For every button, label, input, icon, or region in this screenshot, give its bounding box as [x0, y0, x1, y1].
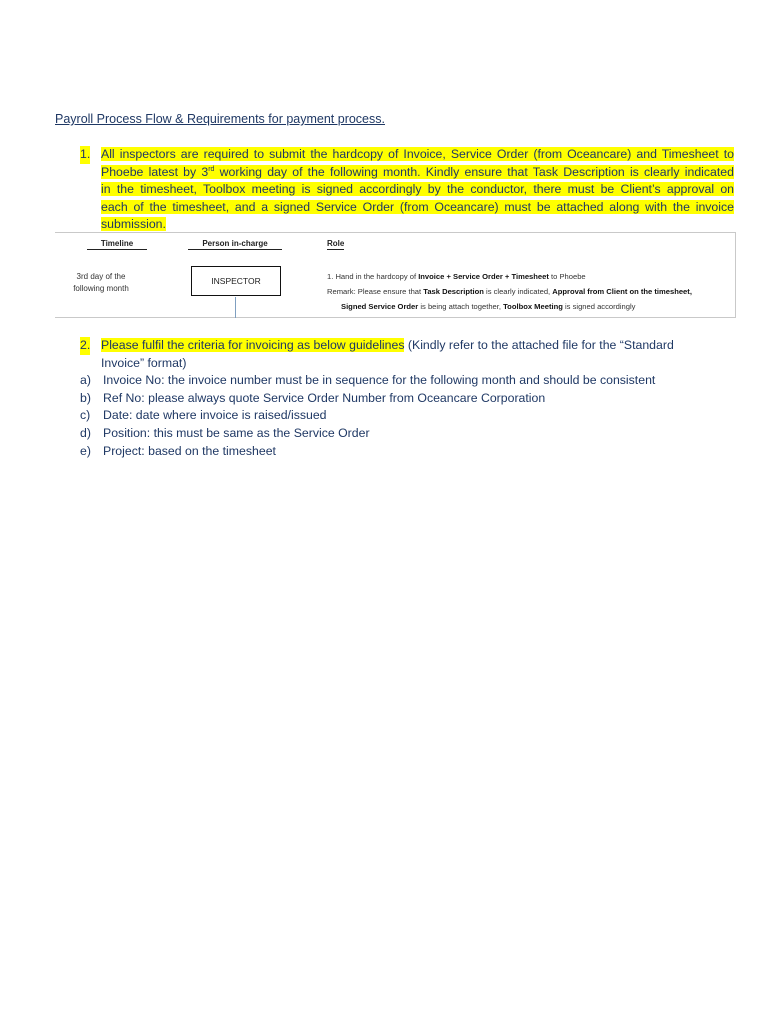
text-line: Phoebe latest by 3rd working day of the following month. Kindly ensure that Task Description is clearly indicated	[101, 164, 734, 179]
list-item: b) Ref No: please always quote Service Order Number from Oceancare Corporation	[80, 390, 546, 405]
item-text: Please fulfil the criteria for invoicing as below guidelines (Kindly refer to the attached file for the “Standard Invoice” format)	[101, 338, 674, 370]
list-item: d) Position: this must be same as the Service Order	[80, 425, 370, 440]
flow-connector	[235, 297, 236, 318]
text-line: All inspectors are required to submit the hardcopy of Invoice, Service Order (from Oceancare) and Timesheet to	[101, 147, 734, 161]
process-flow-table	[55, 232, 736, 318]
list-item: e) Project: based on the timesheet	[80, 443, 276, 458]
item-number: 2.	[80, 337, 90, 355]
document-title: Payroll Process Flow & Requirements for payment process.	[55, 112, 385, 126]
role-header: Role	[327, 239, 345, 248]
person-box: INSPECTOR	[191, 266, 281, 296]
text-line: each of the timesheet, and a signed Service Order (from Oceancare) must be attached along with the invoice	[101, 199, 734, 214]
text-line: submission.	[101, 217, 166, 232]
requirement-item-2	[80, 337, 720, 460]
text-line: in the timesheet, Toolbox meeting is signed accordingly by the conductor, there must be Client’s approval on	[101, 182, 734, 197]
timeline-header: Timeline	[87, 239, 147, 250]
item-text	[101, 146, 734, 234]
list-item: a) Invoice No: the invoice number must be in sequence for the following month and should be consistent	[80, 373, 656, 388]
requirement-item-1	[80, 146, 734, 234]
guideline-list	[80, 372, 720, 460]
timeline-value: 3rd day of the following month	[73, 272, 129, 293]
person-header: Person in-charge	[188, 239, 282, 250]
list-item: c) Date: date where invoice is raised/issued	[80, 408, 327, 423]
role-description: 1. Hand in the hardcopy of Invoice + Service Order + Timesheet to Phoebe Remark: Please ensure that Task Description is clearly indicated, Approval from Client on the timesheet, Signed Service Order is being attach together, Toolbox Meeting is signed accordingly	[327, 272, 692, 311]
item-number: 1.	[80, 146, 90, 164]
